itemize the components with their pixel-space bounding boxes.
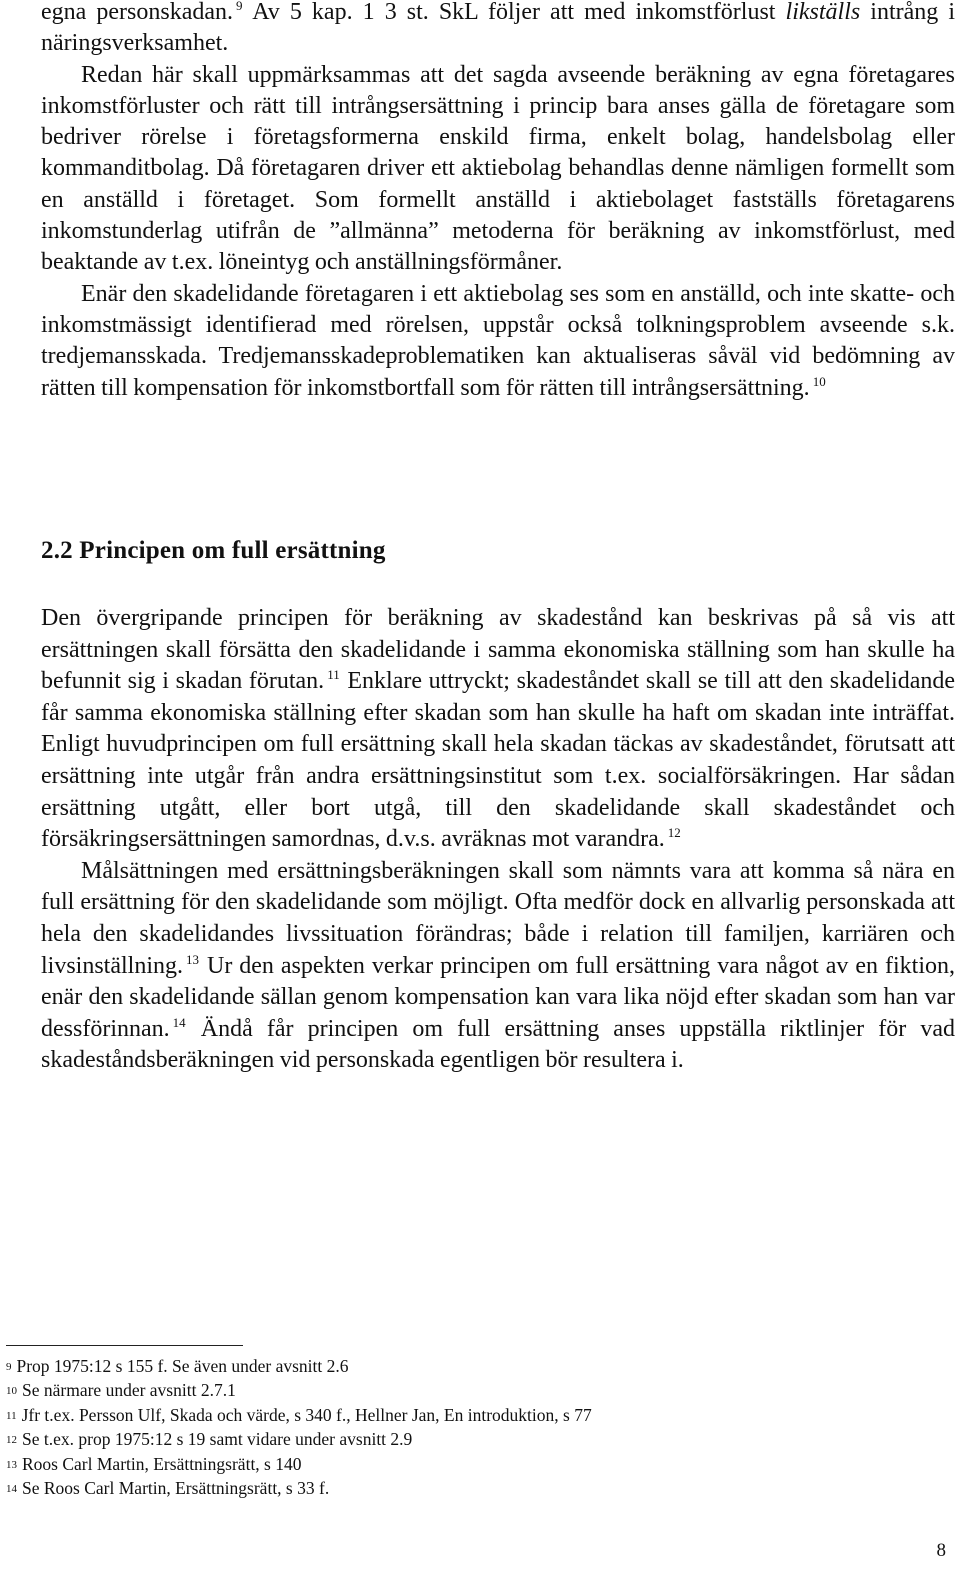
paragraph-principle bbox=[41, 603, 955, 856]
footnote-ref[interactable]: 14 bbox=[172, 1014, 186, 1030]
footnote-item bbox=[6, 1476, 592, 1500]
footnote-text: Se Roos Carl Martin, Ersättningsrätt, s 33 f. bbox=[22, 1478, 330, 1499]
text-run: Den övergripande principen för beräkning av skadestånd kan beskrivas på så vis att ersättningen skall försätta den skadelidande i samma ekonomiska ställning som han skulle ha befunnit sig i skadan förutan. bbox=[41, 605, 955, 695]
text-run: Målsättningen med ersättningsberäkningen skall som nämnts vara att komma så nära en full ersättning för den skadelidande som möjligt. Ofta medför dock en allvarlig personskada att hela den skadelidandes livssituation förändras; både i relation till familjen, karriären och livsinställning. bbox=[41, 857, 955, 979]
footnote-item bbox=[6, 1354, 592, 1378]
footnote-ref[interactable]: 9 bbox=[236, 0, 243, 13]
paragraph-continued bbox=[41, 0, 955, 60]
footnote-text: Jfr t.ex. Persson Ulf, Skada och värde, s 340 f., Hellner Jan, En introduktion, s 77 bbox=[21, 1404, 592, 1425]
text-run: Enklare uttryckt; skadeståndet skall se till att den skadelidande får samma ekonomiska ställning efter skadan som han skulle ha haft om skadan inte inträffat. Enligt huvudprincipen om full ersättning skall hela skadan täckas av skadeståndet, förutsatt att ersättning inte utgår från andra ersättningsinstitut som t.ex. socialförsäkringen. Har sådan ersättning utgått, eller bort utgå, till den skadelidande skall skadeståndet och försäkringsersättningen samordnas, d.v.s. avräknas mot varandra. bbox=[41, 668, 956, 853]
footnote-text: Prop 1975:12 s 155 f. Se även under avsnitt 2.6 bbox=[16, 1356, 349, 1376]
footnote-item bbox=[6, 1378, 592, 1402]
footnote-ref[interactable]: 12 bbox=[667, 825, 681, 841]
text-run: Ur den aspekten verkar principen om full ersättning vara något av en fiktion, enär den skadelidande sällan genom kompensation kan vara lika nöjd efter skadan som han var dessförinnan. bbox=[41, 952, 955, 1042]
section-body bbox=[41, 603, 955, 1077]
footnote-text: Roos Carl Martin, Ersättningsrätt, s 140 bbox=[22, 1453, 302, 1474]
text-run: egna personskadan. bbox=[41, 0, 233, 25]
footnote-number: 12 bbox=[6, 1434, 17, 1447]
footnote-ref[interactable]: 11 bbox=[327, 667, 340, 683]
paragraph-goal bbox=[41, 856, 955, 1077]
text-run: intrång i näringsverksamhet. bbox=[41, 0, 955, 57]
text-run: Ändå får principen om full ersättning anses uppställa riktlinjer för vad skadeståndsberäkningen vid personskada egentligen bör resultera i. bbox=[41, 1015, 955, 1074]
footnote-number: 9 bbox=[6, 1361, 12, 1373]
footnote-text: Se t.ex. prop 1975:12 s 19 samt vidare under avsnitt 2.9 bbox=[22, 1429, 413, 1450]
top-text-block bbox=[41, 0, 955, 404]
footnote-number: 10 bbox=[6, 1385, 17, 1398]
footnote-text: Se närmare under avsnitt 2.7.1 bbox=[22, 1380, 236, 1401]
text-run: Enär den skadelidande företagaren i ett aktiebolag ses som en anställd, och inte skatte- och inkomstmässigt identifierad med rörelsen, uppstår också tolkningsproblem avseende s.k. tredjemansskada. Tredjemansskadeproblematiken kan aktualiseras såväl vid bedömning av rätten till kompensation för inkomstbortfall som för rätten till intrångsersättning. bbox=[41, 280, 955, 401]
paragraph-corporate-form: Redan här skall uppmärksammas att det sagda avseende beräkning av egna företagares inkomstförluster och rätt till intrångsersättning i princip bara anses gälla de företagare som bedriver rörelse i företagsformerna enskild firma, enkelt bolag, handelsbolag eller kommanditbolag. Då företagaren driver ett aktiebolag behandlas denne nämligen formellt som en anställd i företaget. Som formellt anställd i aktiebolaget fastställs företagarens inkomstunderlag utifrån de ”allmänna” metoderna för beräkning av inkomstförlust, med beaktande av t.ex. löneintyg och anställningsförmåner. bbox=[41, 61, 955, 276]
paragraph-third-party-damage bbox=[41, 279, 955, 404]
footnote-number: 13 bbox=[6, 1458, 17, 1471]
footnote-number: 14 bbox=[6, 1483, 17, 1496]
section-heading: 2.2 Principen om full ersättning bbox=[41, 537, 386, 564]
footnote-item bbox=[6, 1427, 592, 1451]
text-run: Av 5 kap. 1 3 st. SkL följer att med inkomstförlust bbox=[243, 0, 786, 25]
footnote-item bbox=[6, 1452, 592, 1476]
page-number: 8 bbox=[936, 1540, 946, 1561]
footnote-separator bbox=[6, 1345, 243, 1346]
italic-term: likställs bbox=[785, 0, 861, 25]
footnote-ref[interactable]: 13 bbox=[186, 951, 200, 967]
footnote-number: 11 bbox=[6, 1409, 17, 1422]
footnote-list bbox=[6, 1354, 592, 1500]
footnote-item bbox=[6, 1403, 592, 1427]
footnote-ref[interactable]: 10 bbox=[812, 373, 826, 389]
